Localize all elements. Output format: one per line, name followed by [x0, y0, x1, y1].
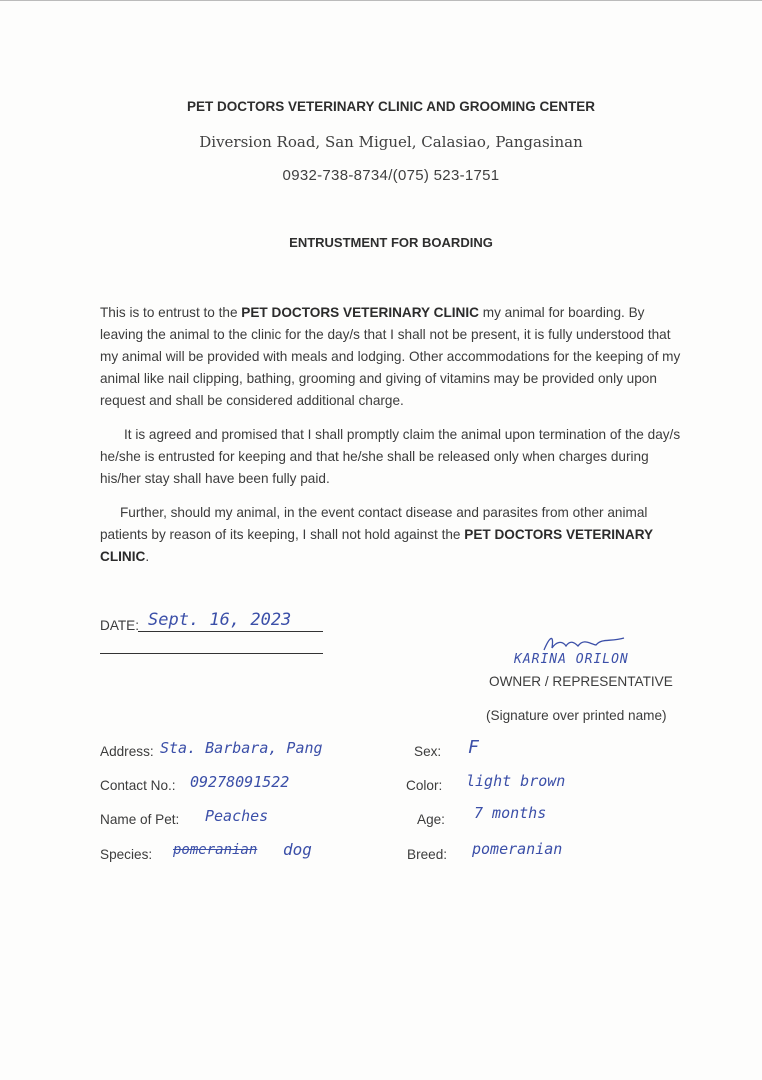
color-label: Color:	[406, 778, 443, 793]
date-value: Sept. 16, 2023	[148, 610, 292, 630]
contact-value[interactable]: 09278091522	[190, 773, 290, 791]
document-title: ENTRUSTMENT FOR BOARDING	[289, 235, 493, 250]
species-struck-value: pomeranian	[173, 842, 258, 858]
paragraph-3	[100, 502, 685, 568]
address-value[interactable]: Sta. Barbara, Pang	[160, 739, 323, 757]
owner-representative-label: OWNER / REPRESENTATIVE	[489, 674, 673, 689]
age-value[interactable]: 7 months	[474, 804, 547, 822]
clinic-name: PET DOCTORS VETERINARY CLINIC AND GROOMING CENTER	[186, 99, 596, 114]
signature-scribble	[540, 632, 630, 654]
date-field[interactable]	[138, 612, 323, 632]
species-label: Species:	[100, 847, 153, 862]
paper-fold-edge	[0, 0, 762, 9]
paragraph-2-text: It is agreed and promised that I shall promptly claim the animal upon termination of the day/s he/she is entrusted for keeping and that he/she shall be released only when charges during his/her stay shall have been fully paid.	[100, 427, 681, 486]
clinic-phone: 0932-738-8734/(075) 523-1751	[282, 167, 500, 184]
paragraph-3-start: Further, should my animal, in the event contact disease and parasites from other animal patients by reason of its keeping, I shall not hold against the	[100, 505, 648, 542]
clinic-address: Diversion Road, San Miguel, Calasiao, Pangasinan	[199, 133, 583, 151]
paragraph-1	[100, 302, 685, 412]
clinic-name-inline-2: PET DOCTORS VETERINARY CLINIC	[100, 527, 653, 564]
date-second-line	[100, 652, 323, 654]
sex-value[interactable]: F	[468, 737, 479, 758]
paragraph-1-end: my animal for boarding. By leaving the animal to the clinic for the day/s that I shall not be present, it is fully understood that my animal will be provided with meals and lodging. Other accommodations for the keeping of my animal like nail clipping, bathing, grooming and giving of vitamins may be provided only upon request and shall be considered additional charge.	[100, 305, 681, 408]
signature-note: (Signature over printed name)	[486, 708, 667, 723]
contact-label: Contact No.:	[100, 778, 176, 793]
species-value[interactable]: dog	[283, 840, 312, 859]
date-label: DATE:	[100, 618, 140, 633]
paragraph-3-end: .	[145, 549, 150, 564]
paragraph-2	[100, 424, 685, 490]
paragraph-1-start: This is to entrust to the	[100, 305, 242, 320]
clinic-name-inline: PET DOCTORS VETERINARY CLINIC	[241, 305, 479, 320]
age-label: Age:	[417, 812, 445, 827]
sex-label: Sex:	[414, 744, 442, 759]
breed-value[interactable]: pomeranian	[472, 840, 563, 858]
signed-printed-name: KARINA ORILON	[514, 652, 629, 667]
pet-name-value[interactable]: Peaches	[205, 807, 269, 825]
color-value[interactable]: light brown	[466, 772, 566, 790]
pet-name-label: Name of Pet:	[100, 812, 180, 827]
address-label: Address:	[100, 744, 154, 759]
breed-label: Breed:	[407, 847, 448, 862]
